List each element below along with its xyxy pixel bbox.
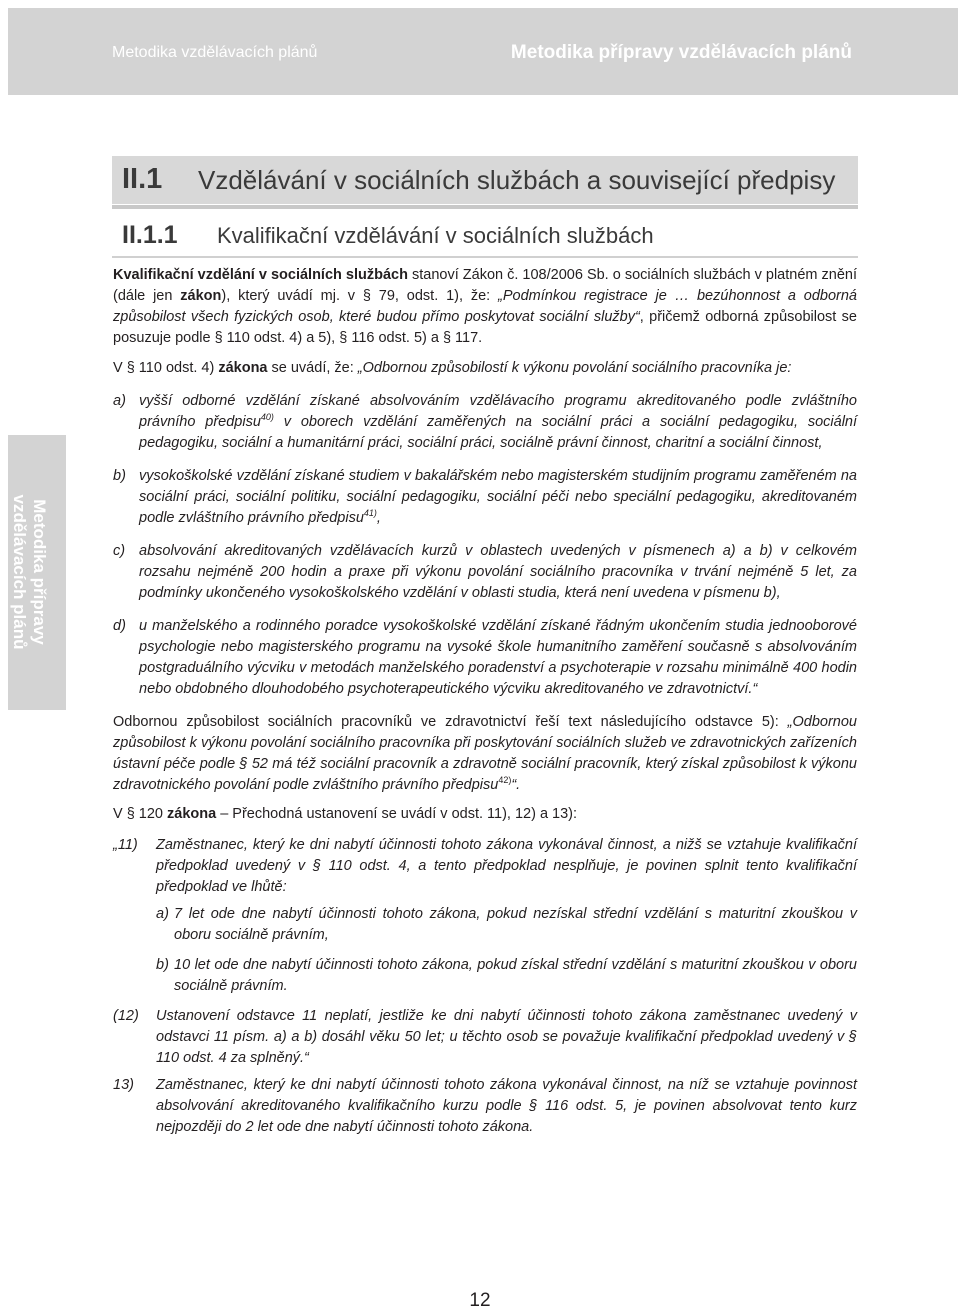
bold-term: zákon — [180, 288, 222, 304]
list-item — [113, 466, 857, 529]
list-item — [113, 541, 857, 604]
sub-item — [156, 904, 857, 946]
numbered-text: Zaměstnanec, který ke dni nabytí účinnosti tohoto zákona vykonával činnost, na níž se vztahuje povinnost absolvování akreditovaného kvalifikačního kurzu podle § 116 odst. 5, je povinen absolvovat tento kurz nejpozději do 2 let ode dne nabytí účinnosti tohoto zákona. — [156, 1077, 857, 1135]
text-run: – Přechodná ustanovení se uvádí v odst. 11), 12) a 13): — [216, 806, 578, 822]
sub-text: 10 let ode dne nabytí účinnosti tohoto zákona, pokud získal střední vzdělání s maturitní zkouškou v oboru sociálně právním. — [174, 957, 857, 994]
text-run: , — [376, 510, 381, 526]
numbered-item — [113, 835, 857, 898]
text-run: v oborech vzdělání zaměřených na sociální práci a sociální pedagogiku, sociální pedagogiku, sociální a humanitární práci, sociální práci, sociálně právní činnost, charitní a sociální činnost, — [139, 414, 858, 451]
list-text: u manželského a rodinného poradce vysokoškolské vzdělání získané řádným ukončením studia jednooborové psychologie nebo magisterského programu na vysoké škole humanitního zaměření současně s absolvováním postgraduálního výcviku v metodách manželského poradenství a psychoterapie v rozsahu minimálně 400 hodin nebo obdobného dlouhodobého psychoterapeutického výcviku akreditovaného ve zdravotnictví.“ — [139, 618, 857, 697]
list-item — [113, 616, 857, 700]
section-number: II.1 — [122, 163, 163, 195]
subsection-underline — [112, 256, 858, 258]
text-run: stanoví Zákon č. 108/2006 Sb. o sociálních službách v platném znění (dále jen — [113, 267, 857, 304]
numbered-label: 13) — [113, 1077, 134, 1093]
subsection-number: II.1.1 — [122, 221, 178, 249]
sub-label: b) — [156, 957, 169, 973]
list-label: b) — [113, 468, 126, 484]
paragraph-120 — [113, 804, 857, 825]
page-header — [8, 8, 958, 95]
numbered-label: (12) — [113, 1008, 139, 1024]
quote-run: „Odbornou způsobilostí k výkonu povolání sociálního pracovníka je: — [357, 360, 792, 376]
text-run: V § 110 odst. 4) — [113, 360, 219, 376]
text-run: ), který uvádí mj. v § 79, odst. 1), že: — [221, 288, 499, 304]
text-run: vysokoškolské vzdělání získané studiem v bakalářském nebo magisterském studijním programu zaměřeném na sociální práci, sociální politiku, sociální pedagogiku, sociální péči nebo speciální pedagogiku, akreditovaném podle zvláštního právního předpisu — [139, 468, 857, 526]
section-underline — [112, 205, 858, 209]
bold-term: zákona — [167, 806, 217, 822]
sub-item — [156, 955, 857, 997]
numbered-text: Zaměstnanec, který ke dni nabytí účinnosti tohoto zákona vykonával činnost, a nižš se vztahuje kvalifikační předpoklad uvedený v § 110 odst. 4, a tento předpoklad nesplňuje, je povinen splnit tento kvalifikační předpoklad ve lhůtě: — [156, 837, 857, 895]
paragraph-intro — [113, 265, 857, 349]
section-title-box — [112, 156, 858, 204]
bold-term: zákona — [218, 360, 268, 376]
list-text: absolvování akreditovaných vzdělávacích kurzů v oblastech uvedených v písmenech a) a b) v celkovém rozsahu nejméně 200 hodin a praxe při výkonu povolání sociálního pracovníka v trvání nejméně 5 let, za podmínky ukončeného vysokoškolského vzdělání v oblasti studia, která není uvedena v písmenu b), — [139, 543, 857, 601]
text-run: V § 120 — [113, 806, 168, 822]
text-run: , přičemž odborná způsobilost se posuzuje podle § 110 odst. 4) a 5), § 116 odst. 5) a § 117. — [113, 309, 857, 346]
numbered-label: „11) — [113, 837, 138, 853]
numbered-item — [113, 1006, 857, 1069]
numbered-text: Ustanovení odstavce 11 neplatí, jestliže ke dni nabytí účinnosti tohoto zákona zaměstnanec uvedený v odstavci 11 písm. a) a b) dosáhl věku 50 let; u těchto osob se považuje kvalifikační předpoklad uvedený v § 110 odst. 4 za splněný.“ — [156, 1008, 857, 1066]
header-right-title: Metodika přípravy vzdělávacích plánů — [510, 42, 852, 63]
list-label: a) — [113, 393, 126, 409]
quote-run: “. — [511, 777, 521, 793]
subsection-title: Kvalifikační vzdělávání v sociálních službách — [217, 223, 654, 248]
numbered-item — [113, 1075, 857, 1138]
quote-run: „Odbornou způsobilost k výkonu povolání sociálního pracovníka při poskytování sociálních služeb ve zdravotnických zařízeních ústavní péče podle § 52 má též sociální pracovník a zdravotně sociální pracovník, který získal způsobilost k výkonu zdravotnického povolání podle zvláštního právního předpisu — [113, 714, 857, 793]
side-tab-line2: vzdělávacích plánů — [10, 494, 29, 650]
list-text — [139, 391, 857, 454]
quote-run: „Podmínkou registrace je … bezúhonnost a odborná způsobilost všech fyzických osob, které budou přímo poskytovat sociální služby“ — [113, 288, 857, 325]
footnote-ref: 42) — [498, 775, 512, 786]
sub-label: a) — [156, 906, 169, 922]
paragraph-health — [113, 712, 857, 796]
sub-text: 7 let ode dne nabytí účinnosti tohoto zákona, pokud nezískal střední vzdělání s maturitní zkouškou v oboru sociálně právním, — [174, 906, 857, 943]
text-run: vyšší odborné vzdělání získané absolvováním vzdělávacího programu akreditovaného podle zvláštního právního předpisu — [139, 393, 857, 430]
side-tab-label — [9, 442, 49, 702]
section-title: Vzdělávání v sociálních službách a související předpisy — [198, 165, 836, 195]
header-left-title: Metodika vzdělávacích plánů — [112, 44, 318, 61]
text-run: se uvádí, že: — [267, 360, 358, 376]
list-label: d) — [113, 618, 126, 634]
body-text — [113, 265, 857, 1144]
list-label: c) — [113, 543, 126, 559]
list-item — [113, 391, 857, 454]
list-text — [139, 466, 857, 529]
paragraph-110 — [113, 358, 857, 379]
footnote-ref: 41) — [363, 508, 377, 519]
bold-term: Kvalifikační vzdělání v sociálních službách — [113, 267, 408, 283]
page-number: 12 — [469, 1290, 491, 1311]
footnote-ref: 40) — [260, 412, 274, 423]
side-tab-line1: Metodika přípravy — [30, 499, 49, 645]
text-run: Odbornou způsobilost sociálních pracovníků ve zdravotnictví řeší text následujícího odstavce 5): — [113, 714, 788, 730]
